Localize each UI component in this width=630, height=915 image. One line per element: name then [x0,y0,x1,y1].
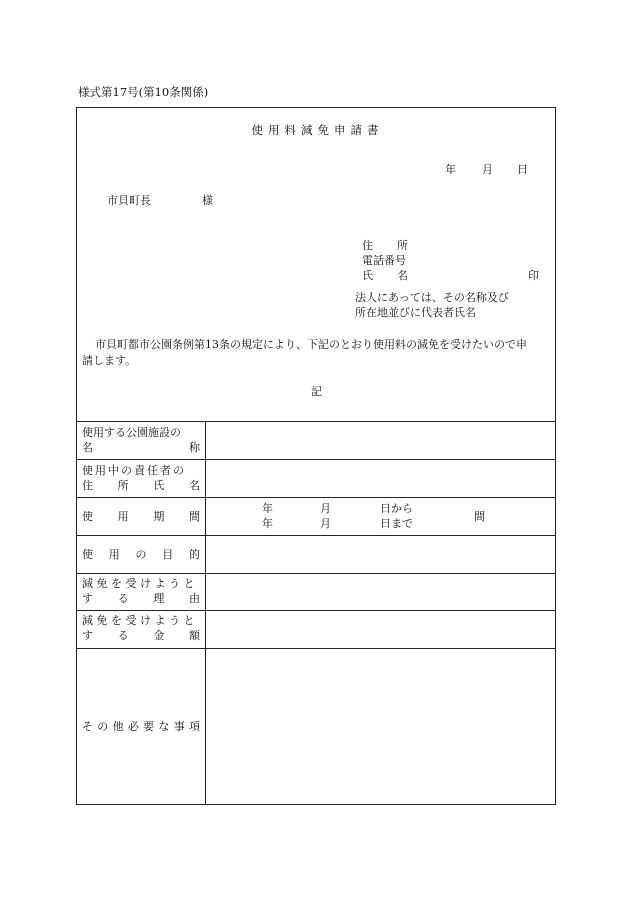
date-month-label: 月 [482,163,493,176]
label-char: 使 [82,510,93,523]
label-char: 事 [173,720,185,733]
label-char: 金 [153,629,165,642]
other-items-field[interactable] [206,649,555,804]
label-char: 必 [127,720,139,733]
address-label-1: 住 [362,239,373,252]
label-char: 氏 [153,479,165,492]
label-char: の [135,548,147,561]
date-year-label: 年 [445,163,456,176]
label-char: す [82,592,93,605]
purpose-field[interactable] [206,536,555,573]
facility-label-line2 [82,441,200,455]
label-char: 住 [82,479,93,492]
corporate-note-line2: 所在地並びに代表者氏名 [355,306,476,319]
label-char: そ [82,720,93,733]
address-label-2: 所 [397,239,408,252]
amount-label-line2 [82,629,200,643]
label-char: 額 [188,629,200,642]
period-from-day: 日から [380,502,413,515]
label-char: 用 [117,510,129,523]
row-divider [76,497,556,498]
label-char: 名 [188,479,200,492]
label-char: 他 [112,720,124,733]
label-char: な [158,720,170,733]
phone-label: 電話番号 [362,254,406,267]
label-char: の [97,720,109,733]
label-char: 由 [188,592,200,605]
label-char: 用 [108,548,120,561]
reason-field[interactable] [206,574,555,610]
body-text-line1: 市貝町都市公園条例第13条の規定により、下記のとおり使用料の減免を受けたいので申 [95,338,527,351]
label-char: 目 [162,548,174,561]
period-label [82,510,200,524]
label-char: 称 [189,441,200,454]
period-to-month: 月 [320,517,331,530]
manager-label-line1: 使用中の責任者の [82,464,186,477]
period-to-year: 年 [262,517,273,530]
form-number-label: 様式第17号(第10条関係) [78,85,209,99]
other-items-label [82,720,200,734]
facility-label-line1: 使用する公園施設の [82,426,181,439]
manager-label-line2 [82,479,200,493]
period-to-day: 日まで [380,517,413,530]
label-char: 使 [82,548,93,561]
addressee-name: 市貝町長 [107,194,151,207]
label-char: 項 [188,720,200,733]
label-char: る [117,629,129,642]
body-text-line2: 請します。 [82,354,137,367]
label-char: す [82,629,93,642]
purpose-label [82,548,200,562]
date-day-label: 日 [517,163,528,176]
manager-address-name-field[interactable] [206,460,555,497]
corporate-note-line1: 法人にあっては、その名称及び [355,291,509,304]
label-char: 名 [82,441,93,454]
period-from-month: 月 [320,502,331,515]
addressee-honorific: 様 [202,194,213,207]
facility-name-field[interactable] [206,422,555,459]
reason-label-line1: 減免を受けようと [82,577,198,590]
reason-label-line2 [82,592,200,606]
ki-mark: 記 [311,385,322,398]
period-from-year: 年 [262,502,273,515]
form-title: 使用料減免申請書 [251,123,384,137]
label-char: 間 [188,510,200,523]
name-label-1: 氏 [362,269,373,282]
label-char: 的 [189,548,200,561]
label-char: 要 [143,720,155,733]
label-char: 期 [153,510,165,523]
amount-field[interactable] [206,611,555,648]
amount-label-line1: 減免を受けようと [82,614,198,627]
label-char: 理 [153,592,165,605]
seal-mark: 印 [528,269,539,282]
label-char: 所 [117,479,129,492]
label-char: る [117,592,129,605]
period-duration-label: 間 [474,510,485,523]
name-label-2: 名 [397,269,408,282]
